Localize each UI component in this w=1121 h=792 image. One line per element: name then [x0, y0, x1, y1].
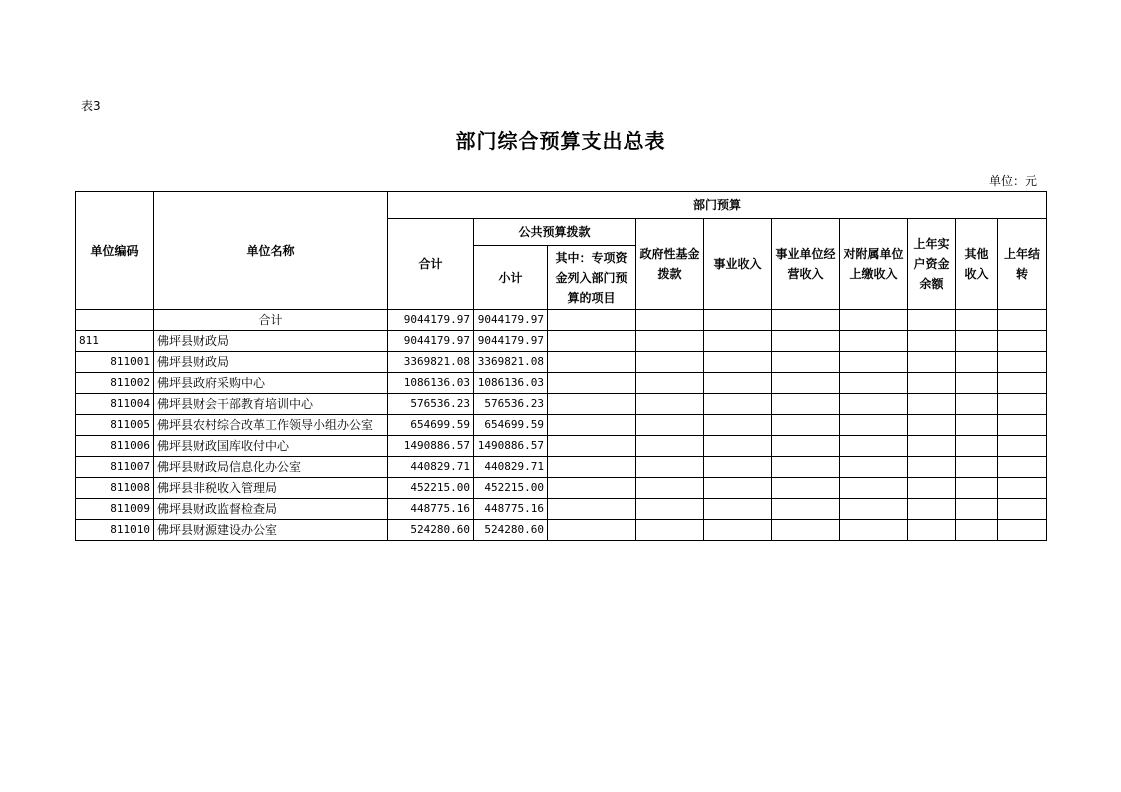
unit-name: 佛坪县财源建设办公室 [154, 520, 388, 541]
unit-code: 811005 [76, 415, 154, 436]
unit-code: 811004 [76, 394, 154, 415]
row-total: 524280.60 [388, 520, 474, 541]
empty-cell [704, 373, 772, 394]
row-subtotal: 448775.16 [474, 499, 548, 520]
empty-cell [840, 436, 908, 457]
empty-cell [704, 457, 772, 478]
empty-cell [998, 331, 1047, 352]
empty-cell [998, 457, 1047, 478]
row-subtotal: 440829.71 [474, 457, 548, 478]
col-header-operating-income: 事业单位经营收入 [772, 219, 840, 310]
row-total: 452215.00 [388, 478, 474, 499]
table-label: 表3 [81, 99, 101, 113]
unit-name: 佛坪县财政国库收付中心 [154, 436, 388, 457]
empty-cell [998, 373, 1047, 394]
empty-cell [772, 352, 840, 373]
empty-cell [548, 457, 636, 478]
row-subtotal: 452215.00 [474, 478, 548, 499]
empty-cell [998, 352, 1047, 373]
unit-name: 佛坪县农村综合改革工作领导小组办公室 [154, 415, 388, 436]
row-subtotal: 1086136.03 [474, 373, 548, 394]
table-row [76, 331, 1047, 352]
empty-cell [548, 520, 636, 541]
empty-cell [998, 436, 1047, 457]
empty-cell [998, 415, 1047, 436]
empty-cell [956, 373, 998, 394]
empty-cell [548, 499, 636, 520]
empty-cell [956, 520, 998, 541]
empty-cell [548, 478, 636, 499]
empty-cell [704, 478, 772, 499]
empty-cell [840, 352, 908, 373]
empty-cell [772, 310, 840, 331]
empty-cell [908, 436, 956, 457]
unit-note: 单位：元 [988, 174, 1037, 188]
empty-cell [908, 331, 956, 352]
empty-cell [704, 499, 772, 520]
empty-cell [704, 415, 772, 436]
row-subtotal: 1490886.57 [474, 436, 548, 457]
col-header-subordinate-income: 对附属单位上缴收入 [840, 219, 908, 310]
row-total: 440829.71 [388, 457, 474, 478]
empty-cell [636, 394, 704, 415]
table-row [76, 352, 1047, 373]
empty-cell [548, 415, 636, 436]
empty-cell [704, 331, 772, 352]
unit-code: 811 [76, 331, 154, 352]
empty-cell [548, 352, 636, 373]
row-total: 576536.23 [388, 394, 474, 415]
table-row [76, 478, 1047, 499]
empty-cell [840, 457, 908, 478]
row-total: 654699.59 [388, 415, 474, 436]
col-header-subtotal: 小计 [474, 246, 548, 310]
empty-cell [704, 436, 772, 457]
empty-cell [772, 436, 840, 457]
empty-cell [840, 331, 908, 352]
empty-cell [840, 310, 908, 331]
empty-cell [956, 415, 998, 436]
empty-cell [908, 457, 956, 478]
empty-cell [998, 499, 1047, 520]
empty-cell [998, 478, 1047, 499]
total-row-subtotal: 9044179.97 [474, 310, 548, 331]
budget-table [75, 191, 1047, 541]
empty-cell [956, 352, 998, 373]
row-total: 448775.16 [388, 499, 474, 520]
empty-cell [772, 520, 840, 541]
col-header-unit-name: 单位名称 [154, 192, 388, 310]
empty-cell [908, 499, 956, 520]
empty-cell [772, 373, 840, 394]
table-row-total [76, 310, 1047, 331]
empty-cell [636, 457, 704, 478]
col-header-prior-balance: 上年实户资金余额 [908, 219, 956, 310]
empty-cell [840, 499, 908, 520]
empty-cell [548, 331, 636, 352]
page-title: 部门综合预算支出总表 [455, 129, 666, 153]
empty-cell [840, 415, 908, 436]
unit-code: 811009 [76, 499, 154, 520]
row-total: 9044179.97 [388, 331, 474, 352]
col-header-public-budget: 公共预算拨款 [474, 219, 636, 246]
empty-cell [636, 352, 704, 373]
empty-cell [998, 310, 1047, 331]
empty-cell [840, 373, 908, 394]
total-row-label: 合计 [154, 310, 388, 331]
empty-cell [636, 331, 704, 352]
empty-cell [956, 310, 998, 331]
empty-cell [998, 520, 1047, 541]
table-row [76, 373, 1047, 394]
empty-cell [840, 394, 908, 415]
row-subtotal: 9044179.97 [474, 331, 548, 352]
unit-name: 佛坪县非税收入管理局 [154, 478, 388, 499]
empty-cell [548, 436, 636, 457]
unit-code: 811010 [76, 520, 154, 541]
empty-cell [636, 310, 704, 331]
row-subtotal: 3369821.08 [474, 352, 548, 373]
empty-cell [636, 436, 704, 457]
empty-cell [704, 520, 772, 541]
table-row [76, 394, 1047, 415]
unit-code: 811007 [76, 457, 154, 478]
total-row-code [76, 310, 154, 331]
row-total: 1490886.57 [388, 436, 474, 457]
empty-cell [840, 520, 908, 541]
row-subtotal: 654699.59 [474, 415, 548, 436]
col-header-business-income: 事业收入 [704, 219, 772, 310]
empty-cell [636, 415, 704, 436]
empty-cell [548, 373, 636, 394]
row-total: 1086136.03 [388, 373, 474, 394]
empty-cell [840, 478, 908, 499]
unit-code: 811006 [76, 436, 154, 457]
col-header-gov-fund: 政府性基金拨款 [636, 219, 704, 310]
unit-name: 佛坪县财政局 [154, 352, 388, 373]
empty-cell [908, 352, 956, 373]
empty-cell [908, 415, 956, 436]
empty-cell [772, 499, 840, 520]
total-row-total: 9044179.97 [388, 310, 474, 331]
empty-cell [548, 394, 636, 415]
empty-cell [772, 478, 840, 499]
empty-cell [636, 373, 704, 394]
empty-cell [908, 373, 956, 394]
empty-cell [772, 457, 840, 478]
col-header-special-funds: 其中：专项资金列入部门预算的项目 [548, 246, 636, 310]
empty-cell [704, 310, 772, 331]
col-header-unit-code: 单位编码 [76, 192, 154, 310]
table-row [76, 436, 1047, 457]
unit-name: 佛坪县政府采购中心 [154, 373, 388, 394]
empty-cell [998, 394, 1047, 415]
empty-cell [956, 499, 998, 520]
unit-name: 佛坪县财会干部教育培训中心 [154, 394, 388, 415]
unit-code: 811008 [76, 478, 154, 499]
unit-name: 佛坪县财政局 [154, 331, 388, 352]
table-row [76, 457, 1047, 478]
unit-code: 811002 [76, 373, 154, 394]
table-row [76, 499, 1047, 520]
col-header-dept-budget: 部门预算 [388, 192, 1047, 219]
empty-cell [548, 310, 636, 331]
row-subtotal: 524280.60 [474, 520, 548, 541]
empty-cell [772, 394, 840, 415]
empty-cell [636, 520, 704, 541]
empty-cell [636, 499, 704, 520]
col-header-total: 合计 [388, 219, 474, 310]
empty-cell [956, 331, 998, 352]
empty-cell [704, 352, 772, 373]
empty-cell [908, 310, 956, 331]
empty-cell [908, 520, 956, 541]
empty-cell [956, 457, 998, 478]
unit-name: 佛坪县财政监督检查局 [154, 499, 388, 520]
empty-cell [956, 436, 998, 457]
empty-cell [908, 478, 956, 499]
empty-cell [956, 478, 998, 499]
empty-cell [908, 394, 956, 415]
empty-cell [956, 394, 998, 415]
row-total: 3369821.08 [388, 352, 474, 373]
empty-cell [636, 478, 704, 499]
empty-cell [772, 331, 840, 352]
unit-name: 佛坪县财政局信息化办公室 [154, 457, 388, 478]
row-subtotal: 576536.23 [474, 394, 548, 415]
table-row [76, 520, 1047, 541]
unit-code: 811001 [76, 352, 154, 373]
empty-cell [704, 394, 772, 415]
empty-cell [772, 415, 840, 436]
table-row [76, 415, 1047, 436]
col-header-prior-carryover: 上年结转 [998, 219, 1047, 310]
col-header-other-income: 其他收入 [956, 219, 998, 310]
